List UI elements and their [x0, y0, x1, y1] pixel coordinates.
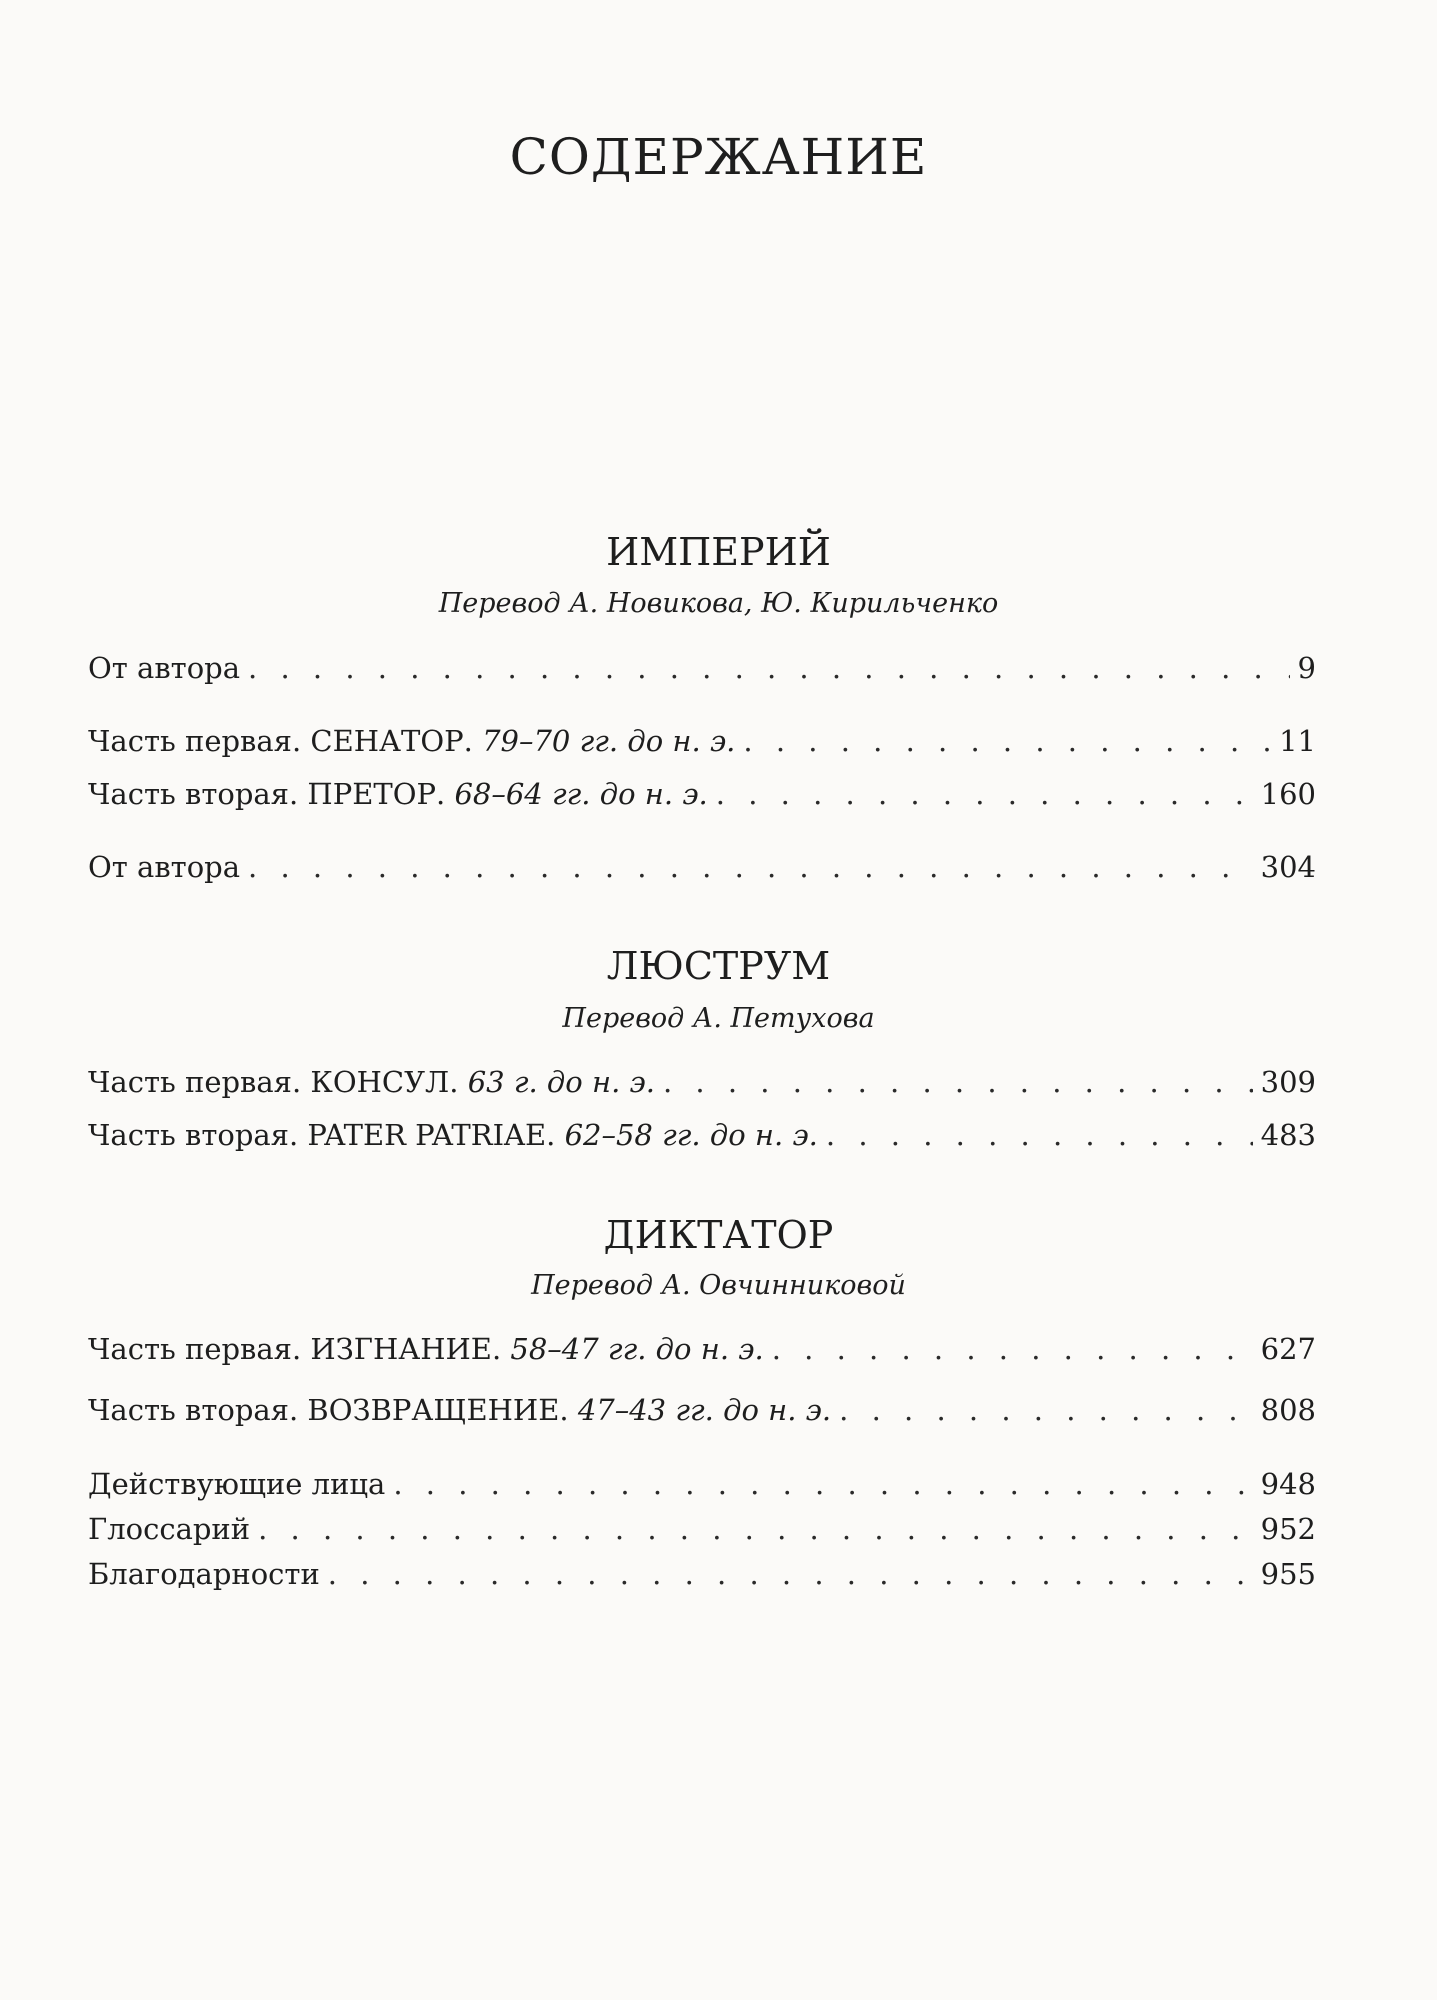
entry-part: Часть вторая. PATER PATRIAE.: [88, 1118, 556, 1152]
entry-page: 955: [1260, 1557, 1316, 1591]
entry-label: Действующие лица: [88, 1467, 386, 1501]
toc-entry: [88, 1117, 1316, 1153]
toc-entry: [88, 650, 1316, 686]
entry-page: 9: [1297, 651, 1316, 685]
entry-label: Глоссарий: [88, 1512, 251, 1546]
translator-imperium: Перевод А. Новикова, Ю. Кирильченко: [438, 588, 999, 619]
translator-dictator: Перевод А. Овчинниковой: [531, 1270, 906, 1301]
leader-dots: [772, 1331, 1253, 1367]
leader-dots: [328, 1556, 1253, 1592]
entry-label: [88, 723, 735, 759]
leader-dots: [743, 723, 1271, 759]
entry-part: Часть вторая. ВОЗВРАЩЕНИЕ.: [88, 1393, 569, 1427]
toc-entry: [88, 723, 1316, 759]
toc-entry: [88, 849, 1316, 885]
toc-entry: [88, 1392, 1316, 1428]
toc-entry: [88, 776, 1316, 812]
entry-part: Часть первая. КОНСУЛ.: [88, 1065, 459, 1099]
toc-entry-appendix: [88, 1466, 1316, 1502]
toc-entry: [88, 1331, 1316, 1367]
entry-page: 627: [1260, 1332, 1316, 1366]
leader-dots: [826, 1117, 1253, 1153]
entry-part: Часть вторая. ПРЕТОР.: [88, 777, 446, 811]
entry-dates: 58–47 гг. до н. э.: [510, 1332, 764, 1366]
entry-dates: 63 г. до н. э.: [467, 1065, 655, 1099]
leader-dots: [248, 650, 1290, 686]
entry-page: 160: [1260, 777, 1316, 811]
entry-part: Часть первая. ИЗГНАНИЕ.: [88, 1332, 502, 1366]
entry-label: От автора: [88, 850, 241, 884]
leader-dots: [393, 1466, 1252, 1502]
entry-dates: 68–64 гг. до н. э.: [454, 777, 708, 811]
entry-page: 952: [1260, 1512, 1316, 1546]
leader-dots: [839, 1392, 1253, 1428]
entry-label: [88, 776, 708, 812]
leader-dots: [248, 849, 1253, 885]
entry-page: 11: [1279, 724, 1316, 758]
entry-dates: 47–43 гг. до н. э.: [577, 1393, 832, 1427]
entry-page: 948: [1260, 1467, 1316, 1501]
section-title-dictator: ДИКТАТОР: [603, 1213, 834, 1257]
leader-dots: [258, 1511, 1253, 1547]
translator-lustrum: Перевод А. Петухова: [562, 1003, 875, 1034]
entry-label: [88, 1117, 818, 1153]
entry-label: От автора: [88, 651, 241, 685]
entry-part: Часть первая. СЕНАТОР.: [88, 724, 473, 758]
entry-label: Благодарности: [88, 1557, 320, 1591]
entry-label: [88, 1392, 831, 1428]
entry-label: [88, 1064, 655, 1100]
toc-entry-appendix: [88, 1511, 1316, 1547]
entry-label: [88, 1331, 764, 1367]
entry-page: 483: [1260, 1118, 1316, 1152]
leader-dots: [663, 1064, 1253, 1100]
toc-entry: [88, 1064, 1316, 1100]
entry-page: 309: [1260, 1065, 1316, 1099]
page-title: СОДЕРЖАНИЕ: [509, 128, 928, 186]
section-title-imperium: ИМПЕРИЙ: [606, 530, 831, 574]
entry-page: 808: [1260, 1393, 1316, 1427]
toc-entry-appendix: [88, 1556, 1316, 1592]
entry-page: 304: [1260, 850, 1316, 884]
leader-dots: [716, 776, 1253, 812]
entry-dates: 62–58 гг. до н. э.: [564, 1118, 818, 1152]
section-title-lustrum: ЛЮСТРУМ: [606, 944, 831, 988]
entry-dates: 79–70 гг. до н. э.: [482, 724, 736, 758]
